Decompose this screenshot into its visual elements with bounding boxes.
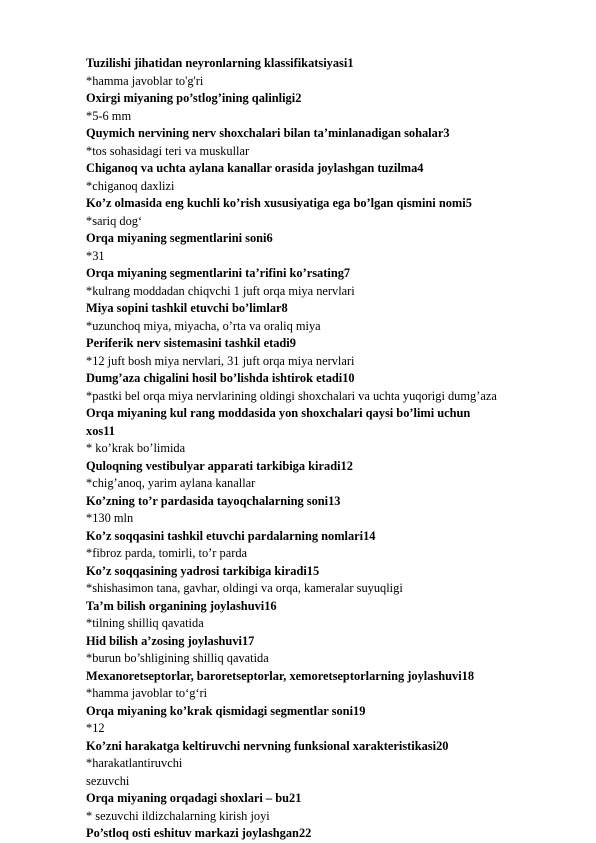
question-20: Ko’zni harakatga keltiruvchi nervning funksional xarakteristikasi20 xyxy=(86,738,449,753)
answer-2: *5-6 mm xyxy=(86,108,132,123)
answer-16: *tilning shilliq qavatida xyxy=(86,616,204,630)
answer-5: *sariq dog‘ xyxy=(86,213,143,228)
question-15: Ko’z soqqasining yadrosi tarkibiga kiradi15 xyxy=(86,563,320,578)
question-1: Tuzilishi jihatidan neyronlarning klassifikatsiyasi1 xyxy=(86,56,354,70)
answer-20-2: sezuvchi xyxy=(86,773,130,788)
answer-4: *chiganoq daxlizi xyxy=(86,178,175,193)
question-21: Orqa miyaning orqadagi shoxlari – bu21 xyxy=(86,791,302,805)
question-18: Mexanoretseptorlar, baroretseptorlar, xemoretseptorlarning joylashuvi18 xyxy=(86,668,475,683)
question-7: Orqa miyaning segmentlarini ta’rifini ko’rsating7 xyxy=(86,266,351,280)
answer-15: *shishasimon tana, gavhar, oldingi va orqa, kameralar suyuqligi xyxy=(86,581,403,595)
answer-8: *uzunchoq miya, miyacha, o’rta va oraliq miya xyxy=(86,318,321,333)
question-16: Ta’m bilish organining joylashuvi16 xyxy=(86,598,277,613)
question-12: Quloqning vestibulyar apparati tarkibiga kiradi12 xyxy=(86,458,353,473)
question-3: Quymich nervining nerv shoxchalari bilan ta’minlanadigan sohalar3 xyxy=(86,126,450,140)
question-22: Po’stloq osti eshituv markazi joylashgan22 xyxy=(86,826,312,840)
question-13: Ko’zning to’r pardasida tayoqchalarning soni13 xyxy=(86,493,341,508)
question-10: Dumg’aza chigalini hosil bo’lishda ishtirok etadi10 xyxy=(86,371,355,385)
answer-21: * sezuvchi ildizchalarning kirish joyi xyxy=(86,808,270,823)
answer-10: *pastki bel orqa miya nervlarining oldingi shoxchalari va uchta yuqorigi dumg’aza xyxy=(86,388,497,403)
qa-list xyxy=(86,55,586,843)
answer-7: *kulrang moddadan chiqvchi 1 juft orqa miya nervlari xyxy=(86,283,355,298)
answer-18: *hamma javoblar to‘g‘ri xyxy=(86,686,208,700)
answer-1: *hamma javoblar to'g'ri xyxy=(86,73,204,88)
question-11-continued: xos11 xyxy=(86,423,115,438)
answer-19: *12 xyxy=(86,721,105,735)
answer-14: *fibroz parda, tomirli, to’r parda xyxy=(86,546,248,560)
question-2: Oxirgi miyaning po’stlog’ining qalinligi2 xyxy=(86,91,302,105)
question-14: Ko’z soqqasini tashkil etuvchi pardalarning nomlari14 xyxy=(86,528,376,543)
question-4: Chiganoq va uchta aylana kanallar orasida joylashgan tuzilma4 xyxy=(86,161,424,175)
answer-20-1: *harakatlantiruvchi xyxy=(86,756,183,770)
question-11: Orqa miyaning kul rang moddasida yon shoxchalari qaysi bo’limi uchun xyxy=(86,406,471,420)
answer-12: *chig’anoq, yarim aylana kanallar xyxy=(86,476,256,490)
answer-3: *tos sohasidagi teri va muskullar xyxy=(86,143,250,158)
answer-13: *130 mln xyxy=(86,511,134,525)
document-page xyxy=(86,55,586,843)
question-6: Orqa miyaning segmentlarini soni6 xyxy=(86,231,273,245)
question-17: Hid bilish a’zosing joylashuvi17 xyxy=(86,633,255,648)
answer-9: *12 juft bosh miya nervlari, 31 juft orqa miya nervlari xyxy=(86,353,355,368)
question-9: Periferik nerv sistemasini tashkil etadi9 xyxy=(86,336,296,350)
answer-17: *burun bo’shligining shilliq qavatida xyxy=(86,651,269,665)
question-8: Miya sopini tashkil etuvchi bo’limlar8 xyxy=(86,301,288,315)
question-5: Ko’z olmasida eng kuchli ko’rish xususiyatiga ega bo’lgan qismini nomi5 xyxy=(86,196,472,210)
answer-6: *31 xyxy=(86,248,105,263)
answer-11: * ko’krak bo’limida xyxy=(86,441,186,455)
question-19: Orqa miyaning ko’krak qismidagi segmentlar soni19 xyxy=(86,703,366,718)
